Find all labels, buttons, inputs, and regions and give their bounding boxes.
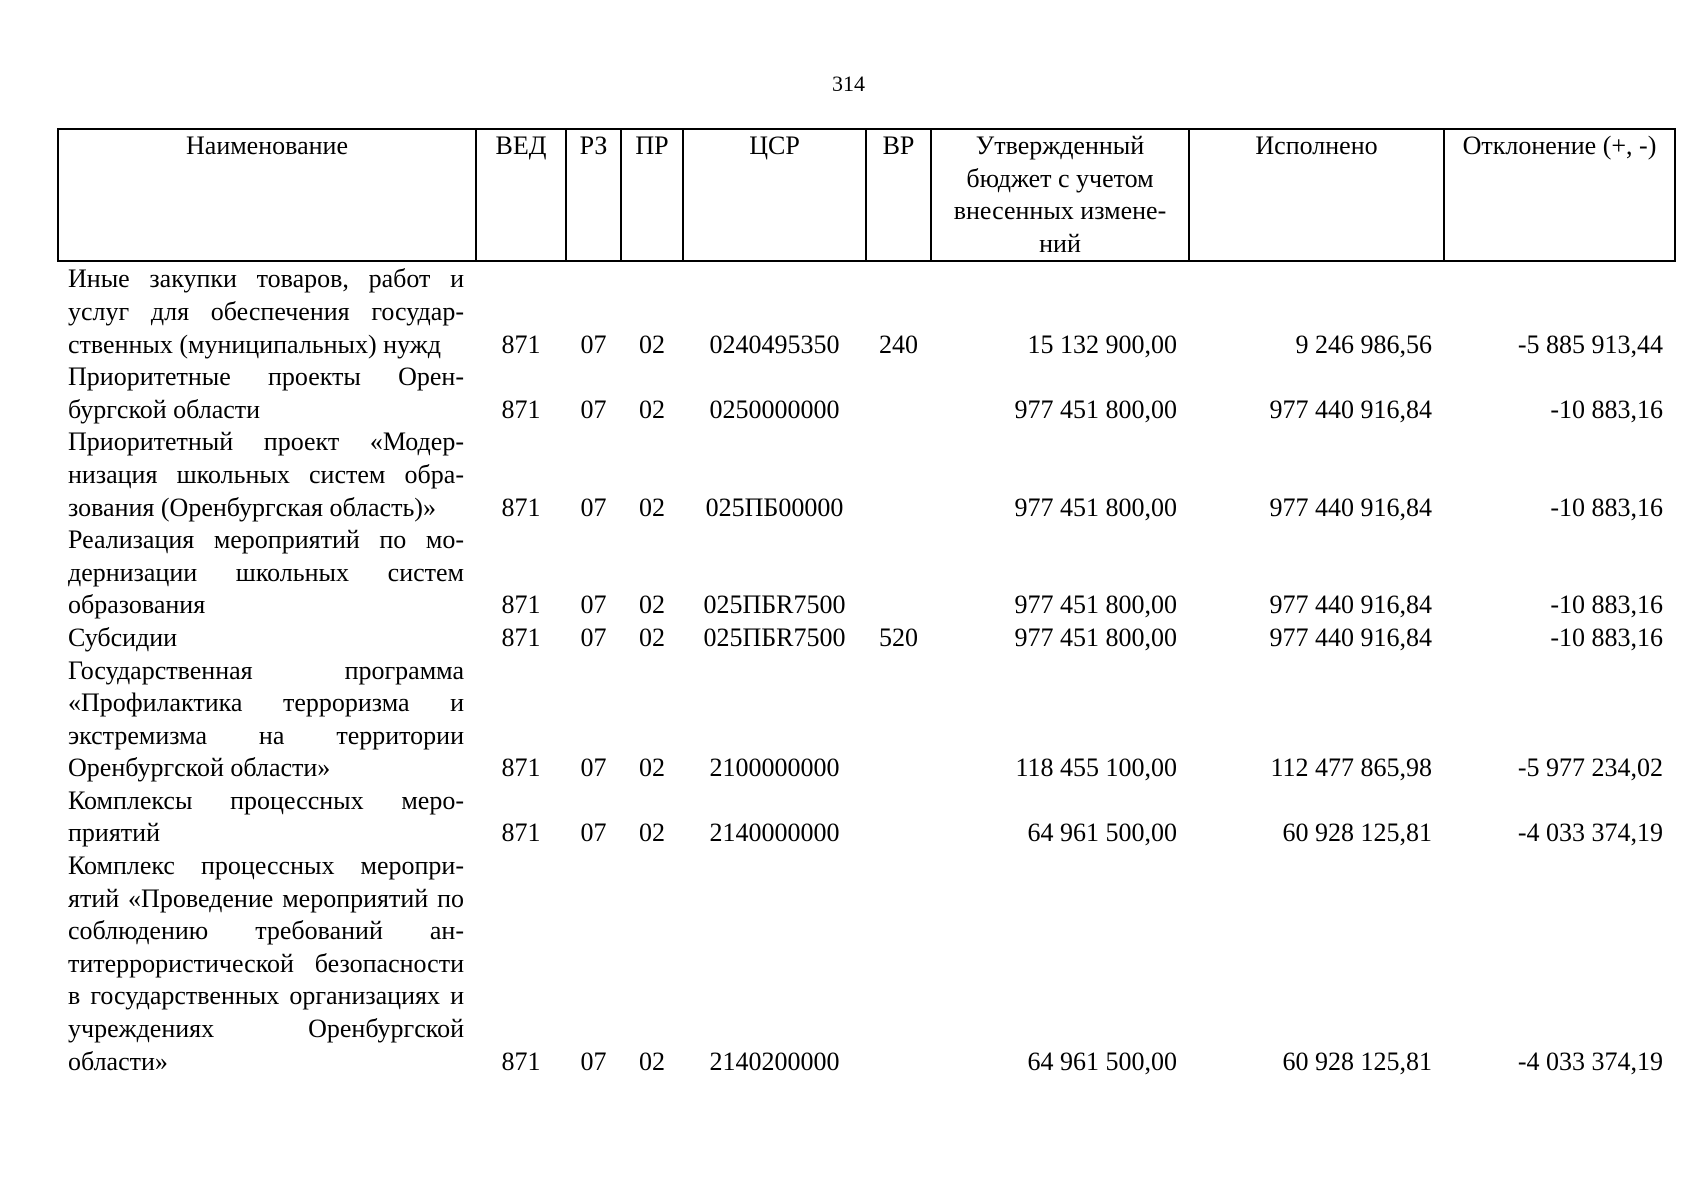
row-pr: 02 bbox=[639, 753, 665, 783]
column-header-executed: Исполнено bbox=[1189, 129, 1444, 261]
row-pr: 02 bbox=[639, 329, 665, 359]
row-pr: 02 bbox=[639, 394, 665, 424]
row-ved: 871 bbox=[501, 622, 541, 652]
table-row bbox=[58, 361, 1675, 426]
row-ved: 871 bbox=[501, 590, 541, 620]
row-rz: 07 bbox=[580, 394, 607, 424]
column-header-csr: ЦСР bbox=[683, 129, 866, 261]
row-vr bbox=[866, 361, 931, 426]
row-deviation: -10 883,16 bbox=[1550, 622, 1663, 652]
row-deviation: -4 033 374,19 bbox=[1517, 818, 1663, 848]
row-csr: 025ПБR7500 bbox=[703, 590, 846, 620]
row-pr: 02 bbox=[639, 622, 665, 652]
row-name: Иные закупки товаров, работ и услуг для обеспечения государственных (муниципальных) нужд bbox=[68, 264, 464, 359]
row-approved: 64 961 500,00 bbox=[1027, 818, 1177, 848]
row-deviation: -10 883,16 bbox=[1550, 492, 1663, 522]
column-header-approved: Утвержденный бюджет с учетом внесенных изменений bbox=[931, 129, 1189, 261]
row-vr bbox=[866, 850, 931, 1078]
row-deviation: -5 885 913,44 bbox=[1517, 329, 1663, 359]
row-rz: 07 bbox=[580, 329, 607, 359]
row-pr: 02 bbox=[639, 492, 665, 522]
row-approved: 977 451 800,00 bbox=[1014, 394, 1177, 424]
column-header-pr: ПР bbox=[621, 129, 683, 261]
row-executed: 977 440 916,84 bbox=[1269, 492, 1432, 522]
row-ved: 871 bbox=[501, 492, 541, 522]
row-rz: 07 bbox=[580, 622, 607, 652]
row-name: Комплексы процессных мероприятий bbox=[68, 785, 464, 848]
column-header-ved: ВЕД bbox=[476, 129, 566, 261]
row-csr: 2140000000 bbox=[709, 818, 840, 848]
row-rz: 07 bbox=[580, 753, 607, 783]
row-vr bbox=[866, 426, 931, 524]
table-row bbox=[58, 850, 1675, 1078]
row-deviation: -5 977 234,02 bbox=[1517, 753, 1663, 783]
row-executed: 112 477 865,98 bbox=[1270, 753, 1432, 783]
row-executed: 60 928 125,81 bbox=[1282, 818, 1432, 848]
row-rz: 07 bbox=[580, 590, 607, 620]
row-pr: 02 bbox=[639, 590, 665, 620]
row-deviation: -10 883,16 bbox=[1550, 590, 1663, 620]
row-ved: 871 bbox=[501, 818, 541, 848]
row-approved: 15 132 900,00 bbox=[1027, 329, 1177, 359]
row-vr bbox=[866, 655, 931, 785]
row-name: Комплекс процессных мероприятий «Проведение мероприятий по соблюдению требований антитеррористической безопасности в государственных организациях и учреждениях Оренбургской области» bbox=[68, 851, 464, 1076]
row-deviation: -4 033 374,19 bbox=[1517, 1046, 1663, 1076]
row-csr: 2100000000 bbox=[709, 753, 840, 783]
table-header bbox=[58, 129, 1675, 261]
row-pr: 02 bbox=[639, 1046, 665, 1076]
column-header-deviation: Отклонение (+, -) bbox=[1444, 129, 1675, 261]
row-approved: 977 451 800,00 bbox=[1014, 622, 1177, 652]
row-csr: 025ПБR7500 bbox=[703, 622, 846, 652]
row-name: Приоритетный проект «Модернизация школьных систем образования (Оренбургская область)» bbox=[68, 427, 464, 522]
table-row bbox=[58, 524, 1675, 622]
column-header-rz: РЗ bbox=[566, 129, 621, 261]
row-rz: 07 bbox=[580, 492, 607, 522]
row-name: Реализация мероприятий по модернизации школьных систем образования bbox=[68, 525, 464, 620]
row-ved: 871 bbox=[501, 394, 541, 424]
column-header-vr: ВР bbox=[866, 129, 931, 261]
row-csr: 025ПБ00000 bbox=[705, 492, 844, 522]
row-approved: 118 455 100,00 bbox=[1015, 753, 1177, 783]
row-csr: 2140200000 bbox=[709, 1046, 840, 1076]
row-vr bbox=[866, 785, 931, 850]
row-csr: 0250000000 bbox=[709, 394, 840, 424]
row-name: Приоритетные проекты Оренбургской области bbox=[68, 362, 464, 424]
column-header-name: Наименование bbox=[58, 129, 476, 261]
row-rz: 07 bbox=[580, 818, 607, 848]
row-csr: 0240495350 bbox=[709, 329, 840, 359]
row-ved: 871 bbox=[501, 753, 541, 783]
row-executed: 977 440 916,84 bbox=[1269, 590, 1432, 620]
row-vr: 240 bbox=[879, 329, 918, 359]
row-name: Государственная программа «Профилактика терроризма и экстремизма на территории Оренбургской области» bbox=[68, 655, 464, 783]
row-approved: 977 451 800,00 bbox=[1014, 590, 1177, 620]
page-number: 314 bbox=[832, 71, 865, 96]
header-row bbox=[58, 129, 1675, 261]
row-deviation: -10 883,16 bbox=[1550, 394, 1663, 424]
row-ved: 871 bbox=[501, 329, 541, 359]
row-ved: 871 bbox=[501, 1046, 541, 1076]
table-body bbox=[58, 261, 1675, 1078]
table-row bbox=[58, 655, 1675, 785]
row-name: Субсидии bbox=[68, 622, 178, 652]
table-row bbox=[58, 426, 1675, 524]
table-row bbox=[58, 785, 1675, 850]
row-executed: 9 246 986,56 bbox=[1295, 329, 1432, 359]
row-pr: 02 bbox=[639, 818, 665, 848]
row-approved: 64 961 500,00 bbox=[1027, 1046, 1177, 1076]
row-vr bbox=[866, 524, 931, 622]
table-row bbox=[58, 622, 1675, 655]
budget-table bbox=[57, 128, 1676, 1078]
row-executed: 60 928 125,81 bbox=[1282, 1046, 1432, 1076]
row-executed: 977 440 916,84 bbox=[1269, 622, 1432, 652]
row-rz: 07 bbox=[580, 1046, 607, 1076]
table-row bbox=[58, 261, 1675, 361]
row-executed: 977 440 916,84 bbox=[1269, 394, 1432, 424]
row-approved: 977 451 800,00 bbox=[1014, 492, 1177, 522]
row-vr: 520 bbox=[879, 622, 918, 652]
